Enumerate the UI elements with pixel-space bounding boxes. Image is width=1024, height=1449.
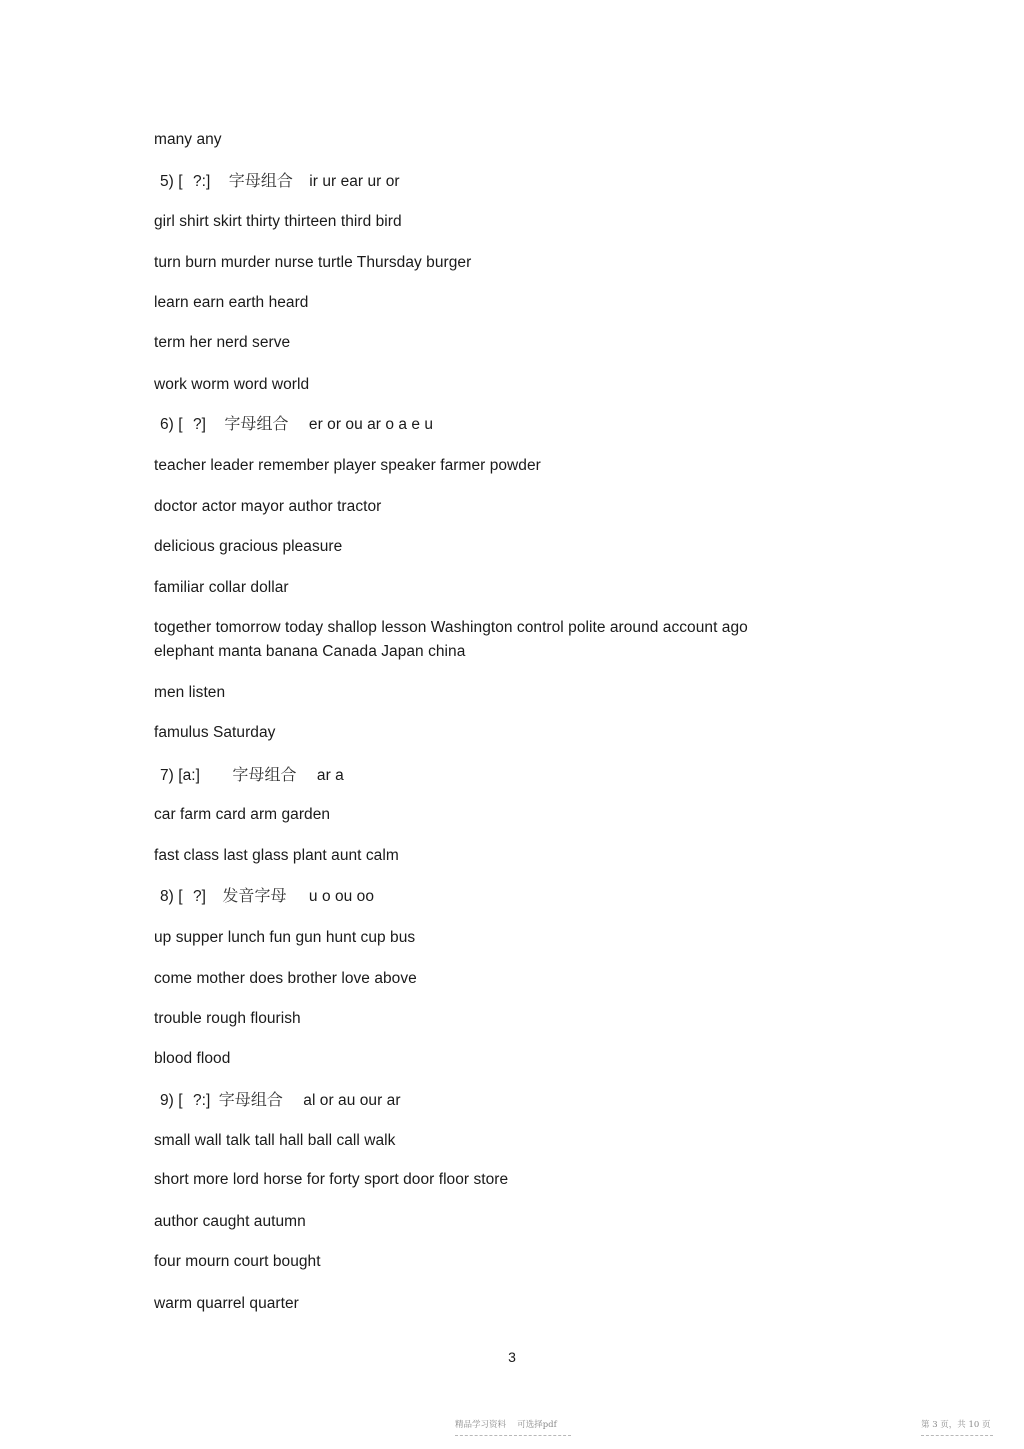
heading-chinese-label: 字母组合 xyxy=(224,414,289,433)
word-line: warm quarrel quarter xyxy=(154,1295,299,1312)
word-line: short more lord horse for forty sport door floor store xyxy=(154,1171,509,1188)
word-line: blood flood xyxy=(154,1050,231,1067)
heading-chinese-label: 字母组合 xyxy=(232,765,297,784)
heading-number: 9) [ xyxy=(160,1092,183,1109)
section-heading-7 xyxy=(160,765,344,786)
footer-divider xyxy=(455,1435,571,1436)
word-line: four mourn court bought xyxy=(154,1253,321,1270)
word-line: men listen xyxy=(154,684,226,701)
word-line: many any xyxy=(154,131,222,148)
footer-divider xyxy=(921,1435,993,1436)
phonetic-symbol: ?:] xyxy=(192,173,211,190)
page-number: 3 xyxy=(508,1349,516,1365)
heading-chinese-label: 字母组合 xyxy=(218,1090,283,1109)
word-line: fast class last glass plant aunt calm xyxy=(154,847,399,864)
heading-number: 7) [a:] xyxy=(160,767,200,784)
word-line: turn burn murder nurse turtle Thursday burger xyxy=(154,254,472,271)
word-line: work worm word world xyxy=(154,376,310,393)
word-line: girl shirt skirt thirty thirteen third bird xyxy=(154,213,402,230)
heading-number: 6) [ xyxy=(160,416,183,433)
word-line: famulus Saturday xyxy=(154,724,276,741)
word-line: up supper lunch fun gun hunt cup bus xyxy=(154,929,416,946)
word-line: author caught autumn xyxy=(154,1213,306,1230)
footer-page-indicator: 第 3 页，共 10 页 xyxy=(921,1420,991,1430)
heading-letters: ir ur ear ur or xyxy=(309,173,400,190)
word-line: small wall talk tall hall ball call walk xyxy=(154,1132,396,1149)
heading-letters: ar a xyxy=(316,767,344,784)
footer-watermark-text: 精品学习资料 可选择pdf xyxy=(455,1420,557,1430)
word-line: trouble rough flourish xyxy=(154,1010,301,1027)
word-line: come mother does brother love above xyxy=(154,970,417,987)
heading-letters: al or au our ar xyxy=(303,1092,401,1109)
word-line: term her nerd serve xyxy=(154,334,291,351)
heading-number: 8) [ xyxy=(160,888,183,905)
word-line: elephant manta banana Canada Japan china xyxy=(154,643,466,660)
phonetic-symbol: ?] xyxy=(192,416,206,433)
word-line: car farm card arm garden xyxy=(154,806,331,823)
section-heading-9 xyxy=(160,1090,401,1111)
word-line: familiar collar dollar xyxy=(154,579,289,596)
heading-chinese-label: 字母组合 xyxy=(228,171,293,190)
heading-letters: er or ou ar o a e u xyxy=(308,416,434,433)
word-line: teacher leader remember player speaker farmer powder xyxy=(154,457,541,474)
word-line: together tomorrow today shallop lesson Washington control polite around account ago xyxy=(154,619,748,636)
phonetic-symbol: ?] xyxy=(192,888,206,905)
heading-letters: u o ou oo xyxy=(308,888,375,905)
heading-number: 5) [ xyxy=(160,173,183,190)
word-line: learn earn earth heard xyxy=(154,294,309,311)
phonetic-symbol: ?:] xyxy=(192,1092,211,1109)
word-line: delicious gracious pleasure xyxy=(154,538,343,555)
section-heading-6 xyxy=(160,414,433,435)
section-heading-8 xyxy=(160,886,374,907)
section-heading-5 xyxy=(160,171,400,192)
word-line: doctor actor mayor author tractor xyxy=(154,498,382,515)
heading-chinese-label: 发音字母 xyxy=(222,886,287,905)
